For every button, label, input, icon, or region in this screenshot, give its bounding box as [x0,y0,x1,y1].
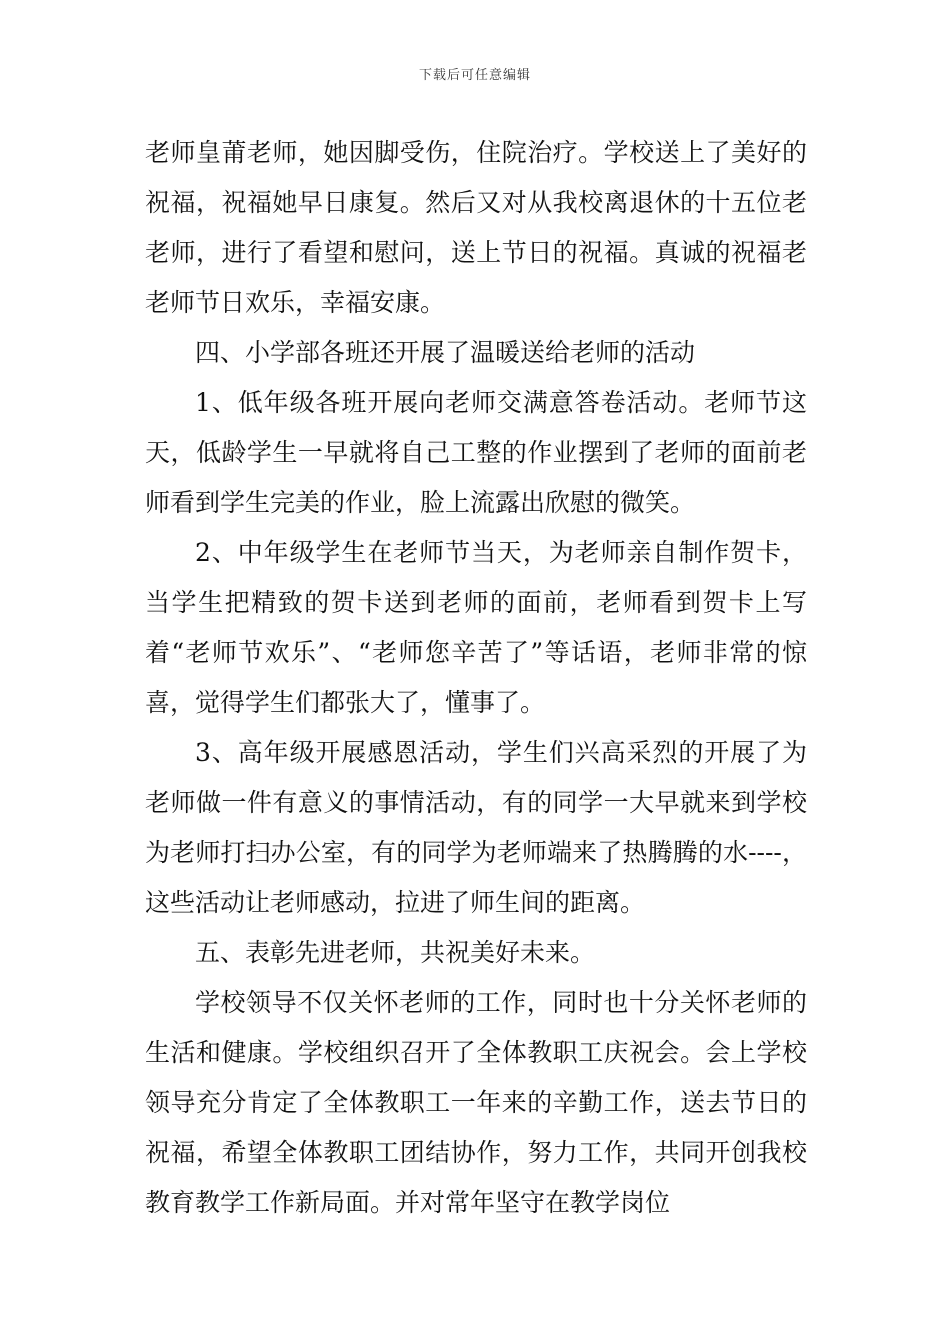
paragraph-continuation: 老师皇莆老师，她因脚受伤，住院治疗。学校送上了美好的祝福，祝福她早日康复。然后又对从我校离退休的十五位老老师，进行了看望和慰问，送上节日的祝福。真诚的祝福老老师节日欢乐，幸福安康。 [145,138,807,317]
document-body [145,128,807,1228]
section-heading-four: 四、小学部各班还开展了温暖送给老师的活动 [195,338,696,367]
page-header-note: 下载后可任意编辑 [418,68,531,83]
paragraph-item-2: 2、中年级学生在老师节当天，为老师亲自制作贺卡，当学生把精致的贺卡送到老师的面前，老师看到贺卡上写着“老师节欢乐”、“老师您辛苦了”等话语，老师非常的惊喜，觉得学生们都张大了，懂事了。 [145,538,807,717]
section-heading-five: 五、表彰先进老师，共祝美好未来。 [195,938,596,967]
paragraph-item-1: 1、低年级各班开展向老师交满意答卷活动。老师节这天，低龄学生一早就将自己工整的作业摆到了老师的面前老师看到学生完美的作业，脸上流露出欣慰的微笑。 [145,388,807,517]
paragraph-leadership: 学校领导不仅关怀老师的工作，同时也十分关怀老师的生活和健康。学校组织召开了全体教职工庆祝会。会上学校领导充分肯定了全体教职工一年来的辛勤工作，送去节日的祝福，希望全体教职工团结协作，努力工作，共同开创我校教育教学工作新局面。并对常年坚守在教学岗位 [145,988,807,1217]
paragraph-item-3: 3、高年级开展感恩活动，学生们兴高采烈的开展了为老师做一件有意义的事情活动，有的同学一大早就来到学校为老师打扫办公室，有的同学为老师端来了热腾腾的水----，这些活动让老师感动，拉进了师生间的距离。 [145,738,807,917]
